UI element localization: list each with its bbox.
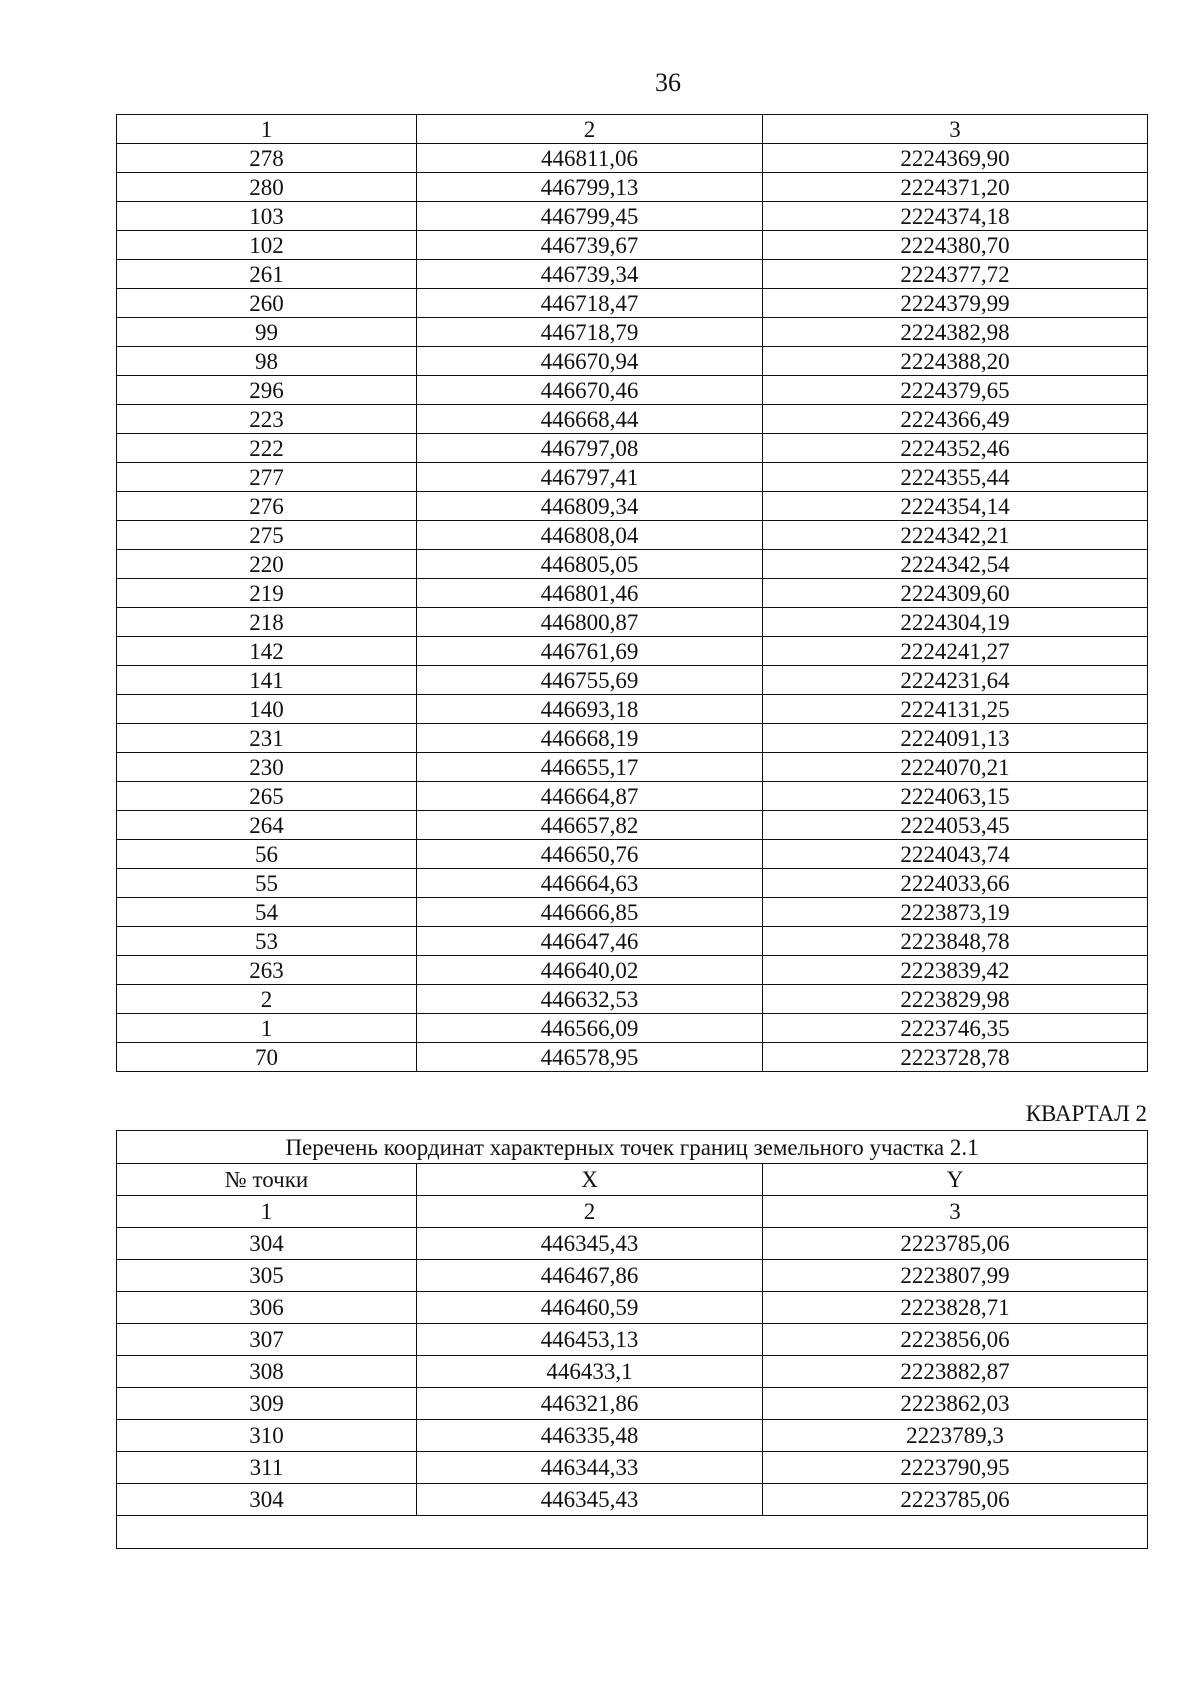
y-coordinate-cell: 2224371,20 [763,173,1148,202]
coordinates-table-continued [116,114,1148,1072]
y-coordinate-cell: 2224043,74 [763,840,1148,869]
y-coordinate-cell: 2223828,71 [763,1292,1148,1324]
table-row [117,782,1148,811]
y-coordinate-cell: 2224388,20 [763,347,1148,376]
table-row [117,1228,1148,1260]
point-number-cell: 103 [117,202,417,231]
column-number-1: 1 [117,1196,417,1228]
table-row [117,144,1148,173]
y-coordinate-cell: 2223829,98 [763,985,1148,1014]
y-coordinate-cell: 2224053,45 [763,811,1148,840]
x-coordinate-cell: 446650,76 [417,840,763,869]
point-number-cell: 305 [117,1260,417,1292]
point-number-cell: 260 [117,289,417,318]
point-number-cell: 304 [117,1484,417,1516]
point-number-cell: 70 [117,1043,417,1072]
table-row [117,869,1148,898]
point-number-cell: 277 [117,463,417,492]
x-coordinate-cell: 446647,46 [417,927,763,956]
table-row [117,666,1148,695]
x-coordinate-cell: 446800,87 [417,608,763,637]
x-coordinate-cell: 446335,48 [417,1420,763,1452]
point-number-cell: 304 [117,1228,417,1260]
y-coordinate-cell: 2223839,42 [763,956,1148,985]
x-coordinate-cell: 446718,47 [417,289,763,318]
y-coordinate-cell: 2223789,3 [763,1420,1148,1452]
y-coordinate-cell: 2224342,21 [763,521,1148,550]
x-coordinate-cell: 446718,79 [417,318,763,347]
y-coordinate-cell: 2223790,95 [763,1452,1148,1484]
table-row [117,1388,1148,1420]
x-coordinate-cell: 446666,85 [417,898,763,927]
x-coordinate-cell: 446345,43 [417,1484,763,1516]
x-coordinate-cell: 446632,53 [417,985,763,1014]
empty-cell [117,1516,1148,1549]
point-number-cell: 275 [117,521,417,550]
table-row [117,260,1148,289]
table-row [117,347,1148,376]
y-coordinate-cell: 2224380,70 [763,231,1148,260]
x-coordinate-cell: 446693,18 [417,695,763,724]
column-number-2: 2 [417,115,763,144]
point-number-cell: 276 [117,492,417,521]
point-number-cell: 53 [117,927,417,956]
y-coordinate-cell: 2224241,27 [763,637,1148,666]
table-caption-row [117,1131,1148,1164]
column-title-y: Y [763,1164,1148,1196]
y-coordinate-cell: 2223728,78 [763,1043,1148,1072]
column-title-point: № точки [117,1164,417,1196]
x-coordinate-cell: 446799,45 [417,202,763,231]
table-row [117,1014,1148,1043]
x-coordinate-cell: 446433,1 [417,1356,763,1388]
point-number-cell: 222 [117,434,417,463]
y-coordinate-cell: 2224379,99 [763,289,1148,318]
y-coordinate-cell: 2224352,46 [763,434,1148,463]
x-coordinate-cell: 446467,86 [417,1260,763,1292]
column-number-3: 3 [763,115,1148,144]
point-number-cell: 280 [117,173,417,202]
point-number-cell: 307 [117,1324,417,1356]
table-row [117,724,1148,753]
y-coordinate-cell: 2224354,14 [763,492,1148,521]
x-coordinate-cell: 446808,04 [417,521,763,550]
point-number-cell: 223 [117,405,417,434]
table-row [117,550,1148,579]
table-row [117,695,1148,724]
point-number-cell: 296 [117,376,417,405]
table-row [117,956,1148,985]
column-number-3: 3 [763,1196,1148,1228]
table-row [117,521,1148,550]
x-coordinate-cell: 446739,34 [417,260,763,289]
empty-row [117,1516,1148,1549]
table-row [117,985,1148,1014]
point-number-cell: 278 [117,144,417,173]
y-coordinate-cell: 2223856,06 [763,1324,1148,1356]
table-row [117,202,1148,231]
point-number-cell: 141 [117,666,417,695]
column-number-2: 2 [417,1196,763,1228]
x-coordinate-cell: 446578,95 [417,1043,763,1072]
table-row [117,231,1148,260]
y-coordinate-cell: 2224304,19 [763,608,1148,637]
y-coordinate-cell: 2224366,49 [763,405,1148,434]
table-row [117,434,1148,463]
x-coordinate-cell: 446321,86 [417,1388,763,1420]
y-coordinate-cell: 2224377,72 [763,260,1148,289]
x-coordinate-cell: 446664,87 [417,782,763,811]
point-number-cell: 54 [117,898,417,927]
x-coordinate-cell: 446344,33 [417,1452,763,1484]
point-number-cell: 311 [117,1452,417,1484]
y-coordinate-cell: 2224379,65 [763,376,1148,405]
point-number-cell: 1 [117,1014,417,1043]
x-coordinate-cell: 446739,67 [417,231,763,260]
x-coordinate-cell: 446668,19 [417,724,763,753]
x-coordinate-cell: 446801,46 [417,579,763,608]
table-row [117,173,1148,202]
x-coordinate-cell: 446761,69 [417,637,763,666]
y-coordinate-cell: 2223873,19 [763,898,1148,927]
table-row [117,289,1148,318]
table-row [117,492,1148,521]
y-coordinate-cell: 2224309,60 [763,579,1148,608]
x-coordinate-cell: 446670,94 [417,347,763,376]
point-number-cell: 264 [117,811,417,840]
x-coordinate-cell: 446799,13 [417,173,763,202]
y-coordinate-cell: 2223746,35 [763,1014,1148,1043]
x-coordinate-cell: 446668,44 [417,405,763,434]
y-coordinate-cell: 2223862,03 [763,1388,1148,1420]
point-number-cell: 2 [117,985,417,1014]
table-header-row [117,115,1148,144]
table-row [117,811,1148,840]
x-coordinate-cell: 446755,69 [417,666,763,695]
x-coordinate-cell: 446345,43 [417,1228,763,1260]
point-number-cell: 306 [117,1292,417,1324]
x-coordinate-cell: 446664,63 [417,869,763,898]
point-number-cell: 263 [117,956,417,985]
y-coordinate-cell: 2224374,18 [763,202,1148,231]
table-row [117,376,1148,405]
table-row [117,579,1148,608]
point-number-cell: 142 [117,637,417,666]
table-caption: Перечень координат характерных точек границ земельного участка 2.1 [117,1131,1148,1164]
y-coordinate-cell: 2224063,15 [763,782,1148,811]
table-row [117,840,1148,869]
point-number-cell: 220 [117,550,417,579]
y-coordinate-cell: 2224382,98 [763,318,1148,347]
point-number-cell: 140 [117,695,417,724]
x-coordinate-cell: 446670,46 [417,376,763,405]
x-coordinate-cell: 446657,82 [417,811,763,840]
column-number-1: 1 [117,115,417,144]
table-row [117,1043,1148,1072]
table-row [117,1484,1148,1516]
x-coordinate-cell: 446460,59 [417,1292,763,1324]
x-coordinate-cell: 446797,08 [417,434,763,463]
y-coordinate-cell: 2224231,64 [763,666,1148,695]
column-titles-row [117,1164,1148,1196]
point-number-cell: 230 [117,753,417,782]
table-row [117,608,1148,637]
point-number-cell: 55 [117,869,417,898]
x-coordinate-cell: 446640,02 [417,956,763,985]
table-row [117,463,1148,492]
point-number-cell: 99 [117,318,417,347]
point-number-cell: 56 [117,840,417,869]
table-row [117,1420,1148,1452]
y-coordinate-cell: 2223848,78 [763,927,1148,956]
point-number-cell: 98 [117,347,417,376]
column-title-x: X [417,1164,763,1196]
x-coordinate-cell: 446811,06 [417,144,763,173]
y-coordinate-cell: 2224355,44 [763,463,1148,492]
y-coordinate-cell: 2224070,21 [763,753,1148,782]
table-row [117,898,1148,927]
y-coordinate-cell: 2223785,06 [763,1484,1148,1516]
land-plot-coordinates-table [116,1130,1148,1549]
point-number-cell: 231 [117,724,417,753]
x-coordinate-cell: 446805,05 [417,550,763,579]
x-coordinate-cell: 446655,17 [417,753,763,782]
table-row [117,637,1148,666]
table-row [117,753,1148,782]
x-coordinate-cell: 446453,13 [417,1324,763,1356]
y-coordinate-cell: 2223807,99 [763,1260,1148,1292]
block-label: КВАРТАЛ 2 [1025,1101,1147,1126]
table-row [117,1324,1148,1356]
page-number: 36 [655,68,681,97]
point-number-cell: 261 [117,260,417,289]
x-coordinate-cell: 446566,09 [417,1014,763,1043]
point-number-cell: 265 [117,782,417,811]
table-row [117,1292,1148,1324]
table-row [117,1260,1148,1292]
y-coordinate-cell: 2224342,54 [763,550,1148,579]
point-number-cell: 219 [117,579,417,608]
table-row [117,405,1148,434]
point-number-cell: 308 [117,1356,417,1388]
table-row [117,318,1148,347]
x-coordinate-cell: 446809,34 [417,492,763,521]
point-number-cell: 309 [117,1388,417,1420]
y-coordinate-cell: 2224369,90 [763,144,1148,173]
y-coordinate-cell: 2223785,06 [763,1228,1148,1260]
table-row [117,1356,1148,1388]
y-coordinate-cell: 2224033,66 [763,869,1148,898]
y-coordinate-cell: 2224091,13 [763,724,1148,753]
y-coordinate-cell: 2224131,25 [763,695,1148,724]
table-header-row [117,1196,1148,1228]
x-coordinate-cell: 446797,41 [417,463,763,492]
table-row [117,1452,1148,1484]
y-coordinate-cell: 2223882,87 [763,1356,1148,1388]
point-number-cell: 218 [117,608,417,637]
point-number-cell: 310 [117,1420,417,1452]
point-number-cell: 102 [117,231,417,260]
table-row [117,927,1148,956]
